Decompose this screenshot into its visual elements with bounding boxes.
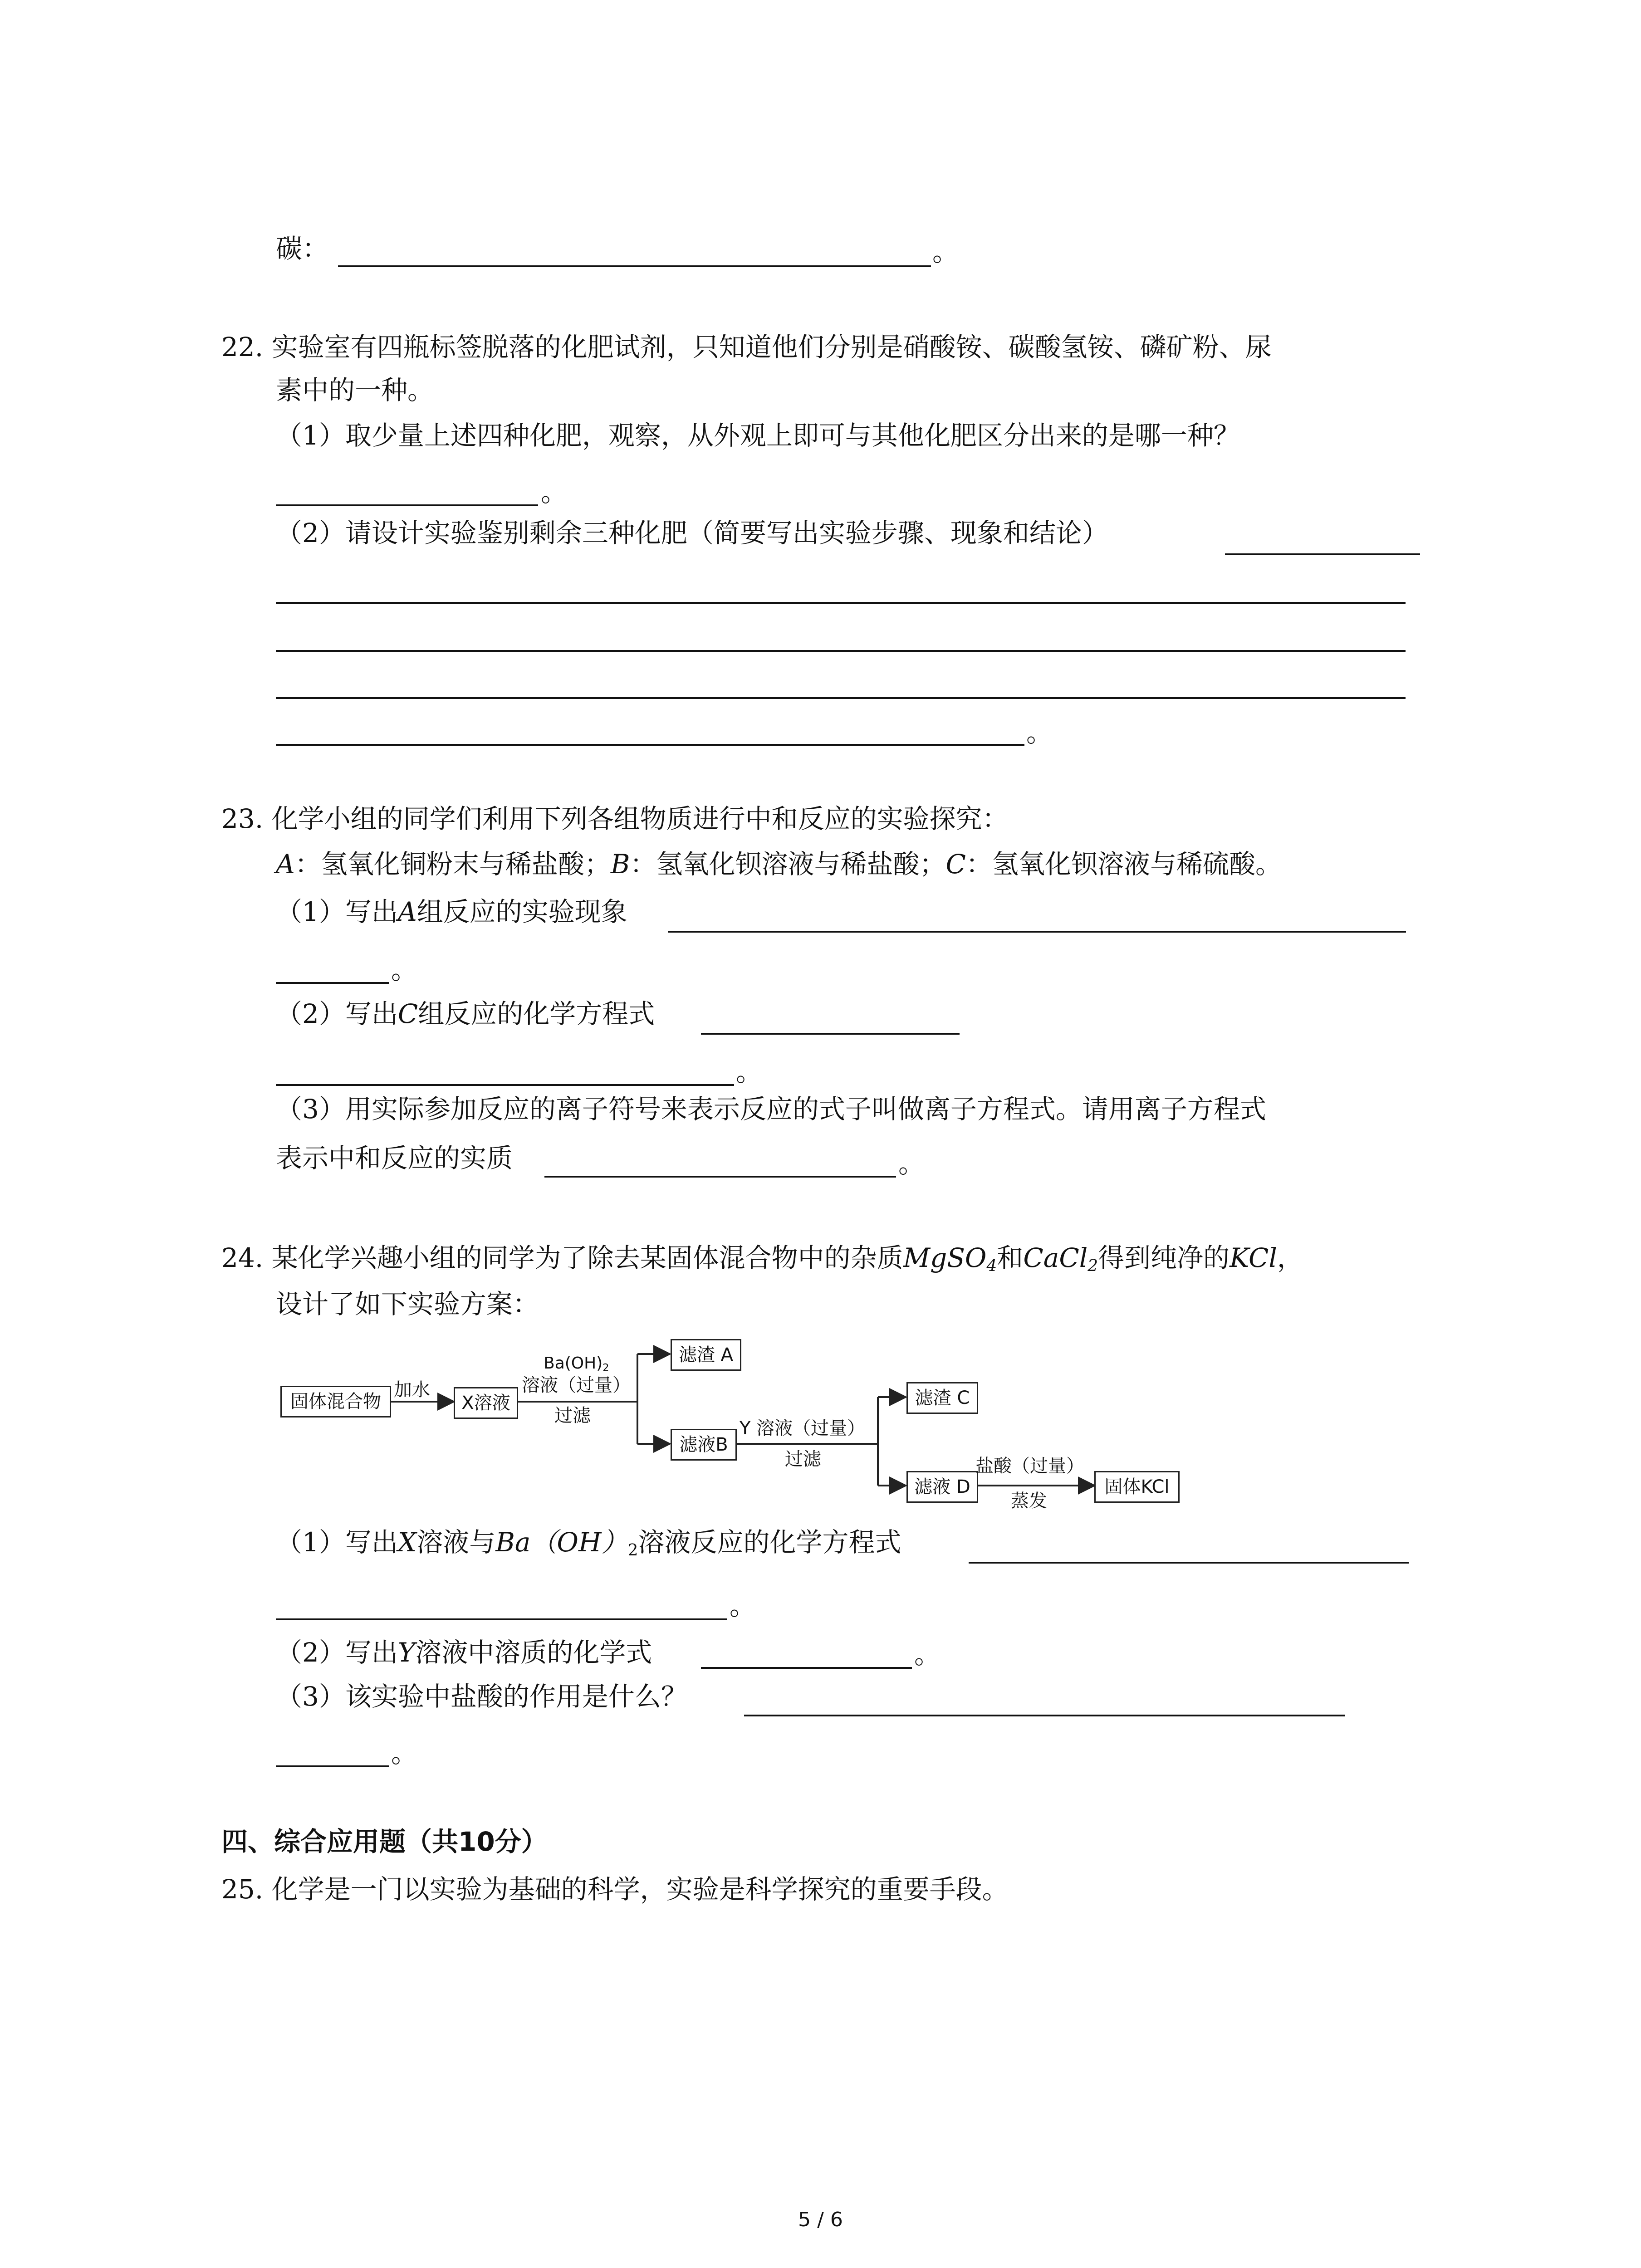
q22-part2: （2）请设计实验鉴别剩余三种化肥（简要写出实验步骤、现象和结论） [276, 518, 1108, 548]
q24-kcl: KCl [1230, 1242, 1277, 1273]
q23-part2-var: C [397, 998, 418, 1029]
q23-group-a-label: A [276, 849, 295, 880]
flow-box-filtrate-b: 滤液B [671, 1429, 737, 1461]
q24-stem-pre: 24. 某化学兴趣小组的同学为了除去某固体混合物中的杂质 [221, 1242, 903, 1273]
q24-comma: ， [1277, 1242, 1303, 1273]
q22-part2-end: 。 [1026, 717, 1053, 748]
q23-part1-var: A [397, 896, 417, 927]
q24-stem-line2: 设计了如下实验方案： [276, 1289, 539, 1320]
q23-part1-pre: （1）写出 [276, 896, 398, 927]
page-number: 5 / 6 [798, 2208, 843, 2231]
q22-stem-line2: 素中的一种。 [276, 375, 434, 406]
q24-part1-post: 溶液反应的化学方程式 [638, 1527, 901, 1558]
q24-part3: （3）该实验中盐酸的作用是什么？ [276, 1681, 687, 1712]
q24-part1-var: X [397, 1527, 417, 1558]
q22-part1: （1）取少量上述四种化肥，观察，从外观上即可与其他化肥区分出来的是哪一种？ [276, 420, 1240, 451]
q23-part1-post: 组反应的实验现象 [416, 896, 627, 927]
q24-mgso4-sub: 4 [986, 1256, 997, 1275]
flow-box-x-solution: X溶液 [454, 1387, 518, 1419]
q23-group-b-label: B [610, 849, 630, 880]
q24-part3-blank-2[interactable] [276, 1765, 389, 1767]
flow-box-filtrate-d: 滤液 D [906, 1471, 978, 1503]
q23-group-a-text: ：氢氧化铜粉末与稀盐酸； [294, 849, 611, 880]
q23-group-c-label: C [945, 849, 966, 880]
q25-stem: 25. 化学是一门以实验为基础的科学，实验是科学探究的重要手段。 [221, 1874, 1009, 1905]
flow-box-mixture: 固体混合物 [280, 1386, 391, 1418]
q24-part2-pre: （2）写出 [276, 1637, 398, 1668]
q24-part1-blank-1[interactable] [969, 1562, 1409, 1564]
q23-part2-end: 。 [736, 1056, 763, 1087]
q23-part3-end: 。 [898, 1148, 925, 1179]
q24-and: 和 [997, 1242, 1024, 1273]
q24-part2-end: 。 [914, 1639, 941, 1670]
flow-box-residue-a: 滤渣 A [671, 1339, 741, 1371]
flow-box-solid-kcl: 固体KCl [1094, 1471, 1180, 1503]
q24-part3-blank-1[interactable] [744, 1715, 1345, 1716]
flow-label-y-solution: Y 溶液（过量） [740, 1418, 866, 1439]
q23-part1-end: 。 [391, 954, 418, 985]
q24-mgso4: MgSO [903, 1242, 987, 1273]
q22-stem-line1: 22. 实验室有四瓶标签脱落的化肥试剂，只知道他们分别是硝酸铵、碳酸氢铵、磷矿粉、尿 [221, 332, 1272, 362]
flow-label-evaporate: 蒸发 [1011, 1491, 1047, 1511]
q24-part1 [276, 1526, 901, 1566]
q24-part3-end: 。 [391, 1738, 418, 1769]
flow-baoh2-text: Ba(OH) [544, 1354, 603, 1373]
q24-part1-sub: 2 [627, 1540, 638, 1559]
q24-part2-blank[interactable] [701, 1667, 912, 1669]
q24-part1-end: 。 [730, 1590, 756, 1621]
q21-answer-label: 碳： [276, 233, 329, 264]
q24-part1-mid: 溶液与 [416, 1527, 496, 1558]
q24-part1-oh: （OH） [530, 1527, 628, 1558]
q24-part2 [276, 1637, 652, 1668]
flow-label-solution-excess: 溶液（过量） [522, 1375, 631, 1396]
q24-part1-pre: （1）写出 [276, 1527, 398, 1558]
q24-part2-post: 溶液中溶质的化学式 [415, 1637, 652, 1668]
flow-label-hcl-excess: 盐酸（过量） [975, 1456, 1084, 1476]
q23-part3-line1: （3）用实际参加反应的离子符号来表示反应的式子叫做离子方程式。请用离子方程式 [276, 1094, 1266, 1124]
q21-answer-end: 。 [932, 236, 959, 267]
q23-part2-pre: （2）写出 [276, 998, 398, 1029]
q24-part1-blank-2[interactable] [276, 1618, 727, 1620]
q22-part1-end: 。 [541, 477, 568, 508]
q24-part1-ba: Ba [495, 1527, 531, 1558]
q23-stem: 23. 化学小组的同学们利用下列各组物质进行中和反应的实验探究： [221, 803, 1009, 834]
section4-heading: 四、综合应用题（共10分） [221, 1826, 548, 1857]
flow-box-residue-c: 滤渣 C [906, 1382, 978, 1414]
flow-label-filter-2: 过滤 [785, 1449, 821, 1470]
q24-cacl2-sub: 2 [1087, 1256, 1098, 1275]
q23-group-c-text: ：氢氧化钡溶液与稀硫酸。 [965, 849, 1282, 880]
q24-mid: 得到纯净的 [1098, 1242, 1230, 1273]
q23-part2-post: 组反应的化学方程式 [418, 998, 655, 1029]
q24-cacl2: CaCl [1023, 1242, 1088, 1273]
q23-part3-line2: 表示中和反应的实质 [276, 1143, 513, 1173]
flow-baoh2-sub: 2 [603, 1362, 609, 1374]
flow-label-add-water: 加水 [394, 1379, 430, 1400]
flow-label-filter-1: 过滤 [554, 1405, 591, 1426]
q24-part2-var: Y [397, 1637, 416, 1668]
q23-group-b-text: ：氢氧化钡溶液与稀盐酸； [630, 849, 946, 880]
